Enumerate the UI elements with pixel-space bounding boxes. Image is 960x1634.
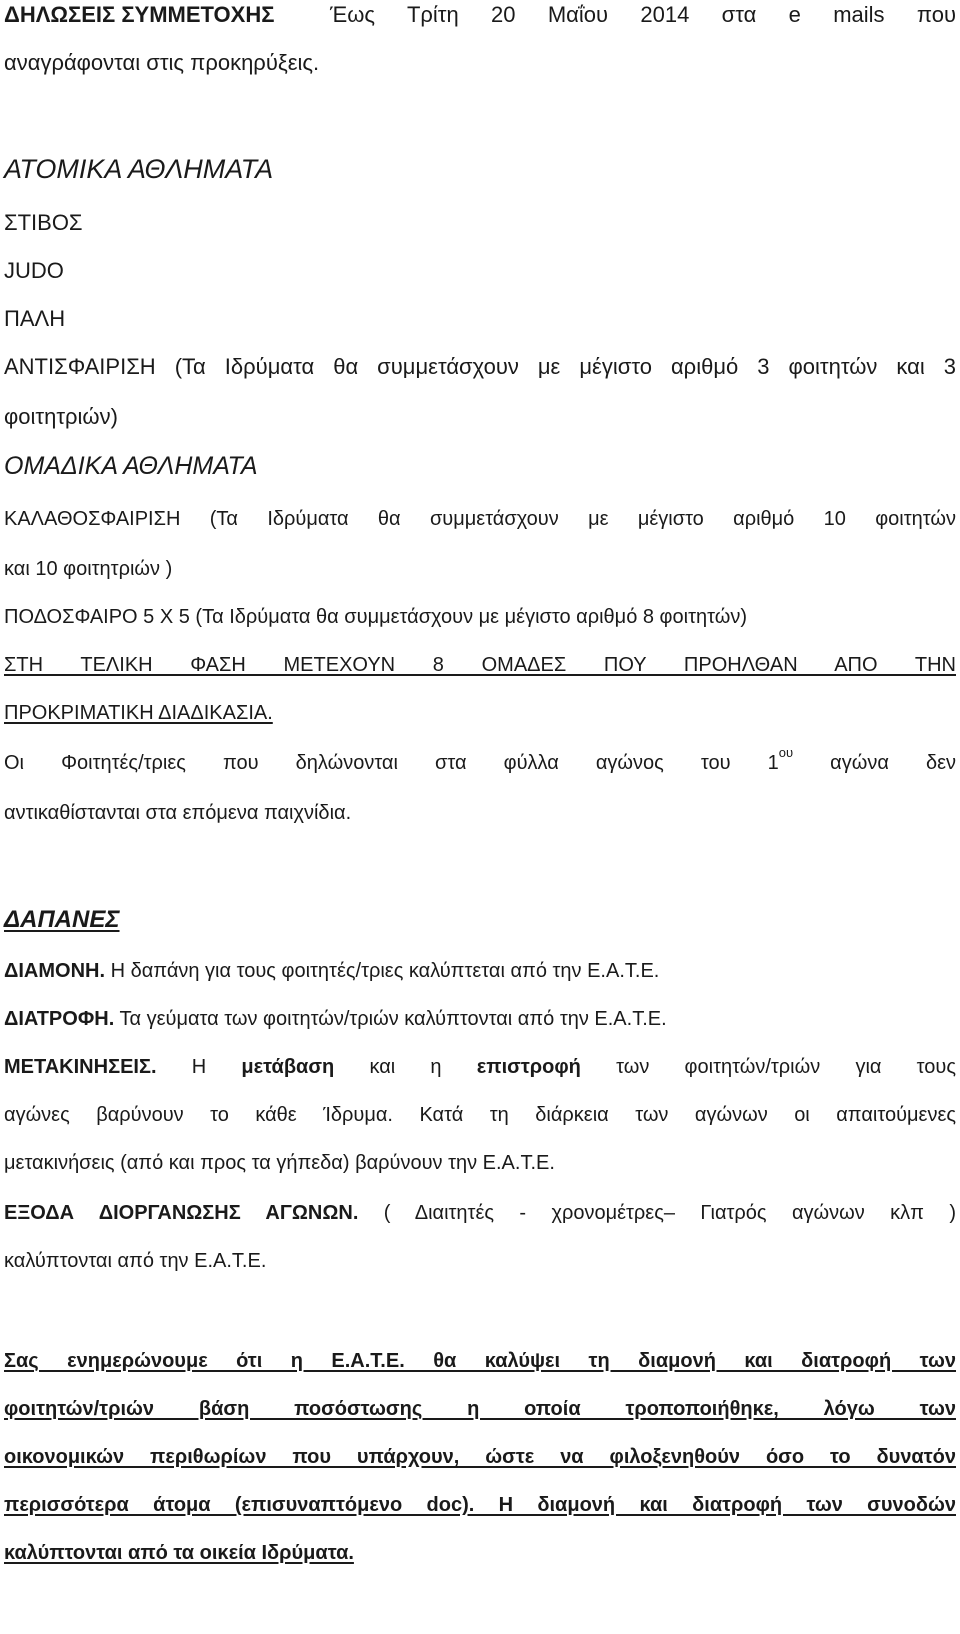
notice-line-5: καλύπτονται από τα οικεία Ιδρύματα. <box>4 1542 354 1564</box>
expense-organization-line-2: καλύπτονται από την Ε.Α.Τ.Ε. <box>4 1250 267 1272</box>
substitution-rule-post: αγώνα δεν <box>793 752 957 774</box>
ordinal-suffix: ου <box>778 745 794 760</box>
notice-line-1: Σας ενημερώνουμε ότι η Ε.Α.Τ.Ε. θα καλύψει τη διαμονή και διατροφή των <box>4 1350 956 1372</box>
sport-athletics: ΣΤΙΒΟΣ <box>4 210 83 235</box>
travel-return: επιστροφή <box>476 1056 581 1078</box>
accommodation-text: Η δαπάνη για τους φοιτητές/τριες καλύπτεται από την Ε.Α.Τ.Ε. <box>105 960 660 982</box>
final-phase-note-line-2: ΠΡΟΚΡΙΜΑΤΙΚΗ ΔΙΑΔΙΚΑΣΙΑ. <box>4 702 273 724</box>
sport-basketball-line-2: και 10 φοιτητριών ) <box>4 558 173 580</box>
meals-label: ΔΙΑΤΡΟΦΗ. <box>4 1008 115 1030</box>
notice-line-4: περισσότερα άτομα (επισυναπτόμενο doc). Η διαμονή και διατροφή των συνοδών <box>4 1494 956 1516</box>
substitution-rule-pre: Οι Φοιτητές/τριες που δηλώνονται στα φύλλα αγώνος του 1 <box>4 752 779 774</box>
substitution-rule-line-2: αντικαθίστανται στα επόμενα παιχνίδια. <box>4 802 352 824</box>
notice-line-3: οικονομικών περιθωρίων που υπάρχουν, ώστε να φιλοξενηθούν όσο το δυνατόν <box>4 1446 956 1468</box>
travel-label: ΜΕΤΑΚΙΝΗΣΕΙΣ. <box>4 1056 157 1078</box>
expense-organization <box>4 1202 956 1225</box>
organization-text: ( Διαιτητές - χρονομέτρες– Γιατρός αγώνων κλπ ) <box>358 1202 956 1224</box>
entry-deadline-label: ΔΗΛΩΣΕΙΣ ΣΥΜΜΕΤΟΧΗΣ <box>4 2 275 27</box>
meals-text: Τα γεύματα των φοιτητών/τριών καλύπτονται από την Ε.Α.Τ.Ε. <box>114 1008 667 1030</box>
individual-sports-heading: ΑΤΟΜΙΚΑ ΑΘΛΗΜΑΤΑ <box>4 154 274 184</box>
entry-deadline-text: Έως Τρίτη 20 Μαΐου 2014 στα e mails που <box>330 2 956 27</box>
sport-football: ΠΟΔΟΣΦΑΙΡΟ 5 Χ 5 (Τα Ιδρύματα θα συμμετάσχουν με μέγιστο αριθμό 8 φοιτητών) <box>4 606 747 628</box>
travel-departure: μετάβαση <box>241 1056 335 1078</box>
team-sports-heading: ΟΜΑΔΙΚΑ ΑΘΛΗΜΑΤΑ <box>4 452 258 480</box>
expenses-heading: ΔΑΠΑΝΕΣ <box>4 906 120 933</box>
expense-travel <box>4 1056 956 1079</box>
expense-travel-line-3: μετακινήσεις (από και προς τα γήπεδα) βαρύνουν την Ε.Α.Τ.Ε. <box>4 1152 555 1174</box>
travel-text-3: των φοιτητών/τριών για τους <box>580 1056 956 1078</box>
expense-travel-line-2: αγώνες βαρύνουν το κάθε Ίδρυμα. Κατά τη διάρκεια των αγώνων οι απαιτούμενες <box>4 1104 956 1126</box>
expense-accommodation <box>4 960 956 983</box>
sport-tennis: ΑΝΤΙΣΦΑΙΡΙΣΗ (Τα Ιδρύματα θα συμμετάσχουν με μέγιστο αριθμό 3 φοιτητών και 3 <box>4 354 956 379</box>
notice-line-2: φοιτητών/τριών βάση ποσόστωσης η οποία τροποποιήθηκε, λόγω των <box>4 1398 956 1420</box>
substitution-rule <box>4 745 957 775</box>
travel-text-2: και η <box>334 1056 477 1078</box>
final-phase-note: ΣΤΗ ΤΕΛΙΚΗ ΦΑΣΗ ΜΕΤΕΧΟΥΝ 8 ΟΜΑΔΕΣ ΠΟΥ ΠΡΟΗΛΘΑΝ ΑΠΟ ΤΗΝ <box>4 654 956 676</box>
entry-deadline-line <box>4 2 956 27</box>
accommodation-label: ΔΙΑΜΟΝΗ. <box>4 960 106 982</box>
organization-label: ΕΞΟΔΑ ΔΙΟΡΓΑΝΩΣΗΣ ΑΓΩΝΩΝ. <box>4 1202 359 1224</box>
sport-tennis-line-2: φοιτητριών) <box>4 404 118 429</box>
expense-meals <box>4 1008 956 1031</box>
sport-judo: JUDO <box>4 258 64 283</box>
entry-deadline-line-2: αναγράφονται στις προκηρύξεις. <box>4 50 320 75</box>
sport-basketball: ΚΑΛΑΘΟΣΦΑΙΡΙΣΗ (Τα Ιδρύματα θα συμμετάσχουν με μέγιστο αριθμό 10 φοιτητών <box>4 508 956 530</box>
sport-wrestling: ΠΑΛΗ <box>4 306 66 331</box>
travel-text-1: Η <box>156 1056 242 1078</box>
